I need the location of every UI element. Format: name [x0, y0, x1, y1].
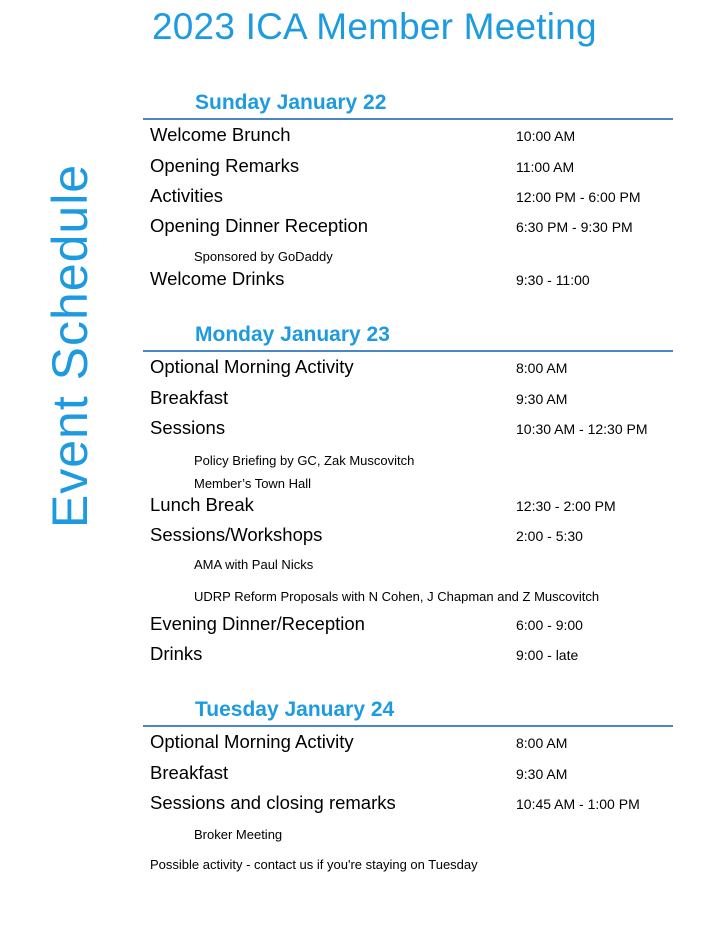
day-heading-monday: Monday January 23 [195, 323, 390, 346]
schedule-row [150, 493, 670, 519]
schedule-row [150, 730, 670, 756]
event-name: Opening Remarks [150, 155, 300, 176]
schedule-row [150, 214, 670, 240]
event-time: 8:00 AM [516, 360, 568, 376]
event-name: Breakfast [150, 762, 229, 783]
event-time: 6:30 PM - 9:30 PM [516, 219, 633, 235]
event-name: Lunch Break [150, 494, 254, 515]
event-time: 6:00 - 9:00 [516, 617, 583, 633]
event-time: 9:00 - late [516, 647, 579, 663]
event-time: 9:30 AM [516, 766, 568, 782]
event-name: Welcome Drinks [150, 268, 285, 289]
day-divider [143, 725, 673, 727]
event-detail: Policy Briefing by GC, Zak Muscovitch [194, 453, 415, 468]
day-divider [143, 350, 673, 352]
schedule-row [150, 123, 670, 149]
event-time: 9:30 AM [516, 391, 568, 407]
event-name: Sessions/Workshops [150, 524, 323, 545]
event-detail: AMA with Paul Nicks [194, 557, 314, 572]
event-time: 8:00 AM [516, 735, 568, 751]
page-title: 2023 ICA Member Meeting [152, 6, 597, 47]
event-name: Sessions and closing remarks [150, 792, 396, 813]
event-name: Evening Dinner/Reception [150, 613, 365, 634]
event-time: 11:00 AM [516, 159, 575, 175]
schedule-row [150, 761, 670, 787]
schedule-row [150, 154, 670, 180]
schedule-row [150, 267, 670, 293]
event-name: Sessions [150, 417, 226, 438]
event-time: 10:00 AM [516, 128, 576, 144]
schedule-row [150, 386, 670, 412]
event-time: 10:45 AM - 1:00 PM [516, 796, 640, 812]
event-detail: UDRP Reform Proposals with N Cohen, J Chapman and Z Muscovitch [194, 589, 600, 604]
footer-note: Possible activity - contact us if you're staying on Tuesday [150, 857, 478, 872]
day-divider [143, 118, 673, 120]
day-heading-tuesday: Tuesday January 24 [195, 698, 395, 721]
schedule-row [150, 642, 670, 668]
event-name: Welcome Brunch [150, 124, 291, 145]
event-time: 9:30 - 11:00 [516, 272, 590, 288]
schedule-row [150, 184, 670, 210]
schedule-row [150, 523, 670, 549]
event-time: 2:00 - 5:30 [516, 528, 583, 544]
schedule-row [150, 791, 670, 817]
event-detail: Sponsored by GoDaddy [194, 249, 333, 264]
event-name: Optional Morning Activity [150, 356, 354, 377]
event-detail: Broker Meeting [194, 827, 283, 842]
event-name: Drinks [150, 643, 203, 664]
schedule-row [150, 612, 670, 638]
schedule-row [150, 416, 670, 442]
event-time: 12:00 PM - 6:00 PM [516, 189, 641, 205]
event-time: 12:30 - 2:00 PM [516, 498, 616, 514]
day-heading-sunday: Sunday January 22 [195, 91, 387, 114]
event-detail: Member’s Town Hall [194, 476, 312, 491]
schedule-row [150, 355, 670, 381]
event-name: Activities [150, 185, 223, 206]
event-name: Breakfast [150, 387, 229, 408]
event-name: Optional Morning Activity [150, 731, 354, 752]
event-name: Opening Dinner Reception [150, 215, 369, 236]
event-time: 10:30 AM - 12:30 PM [516, 421, 648, 437]
